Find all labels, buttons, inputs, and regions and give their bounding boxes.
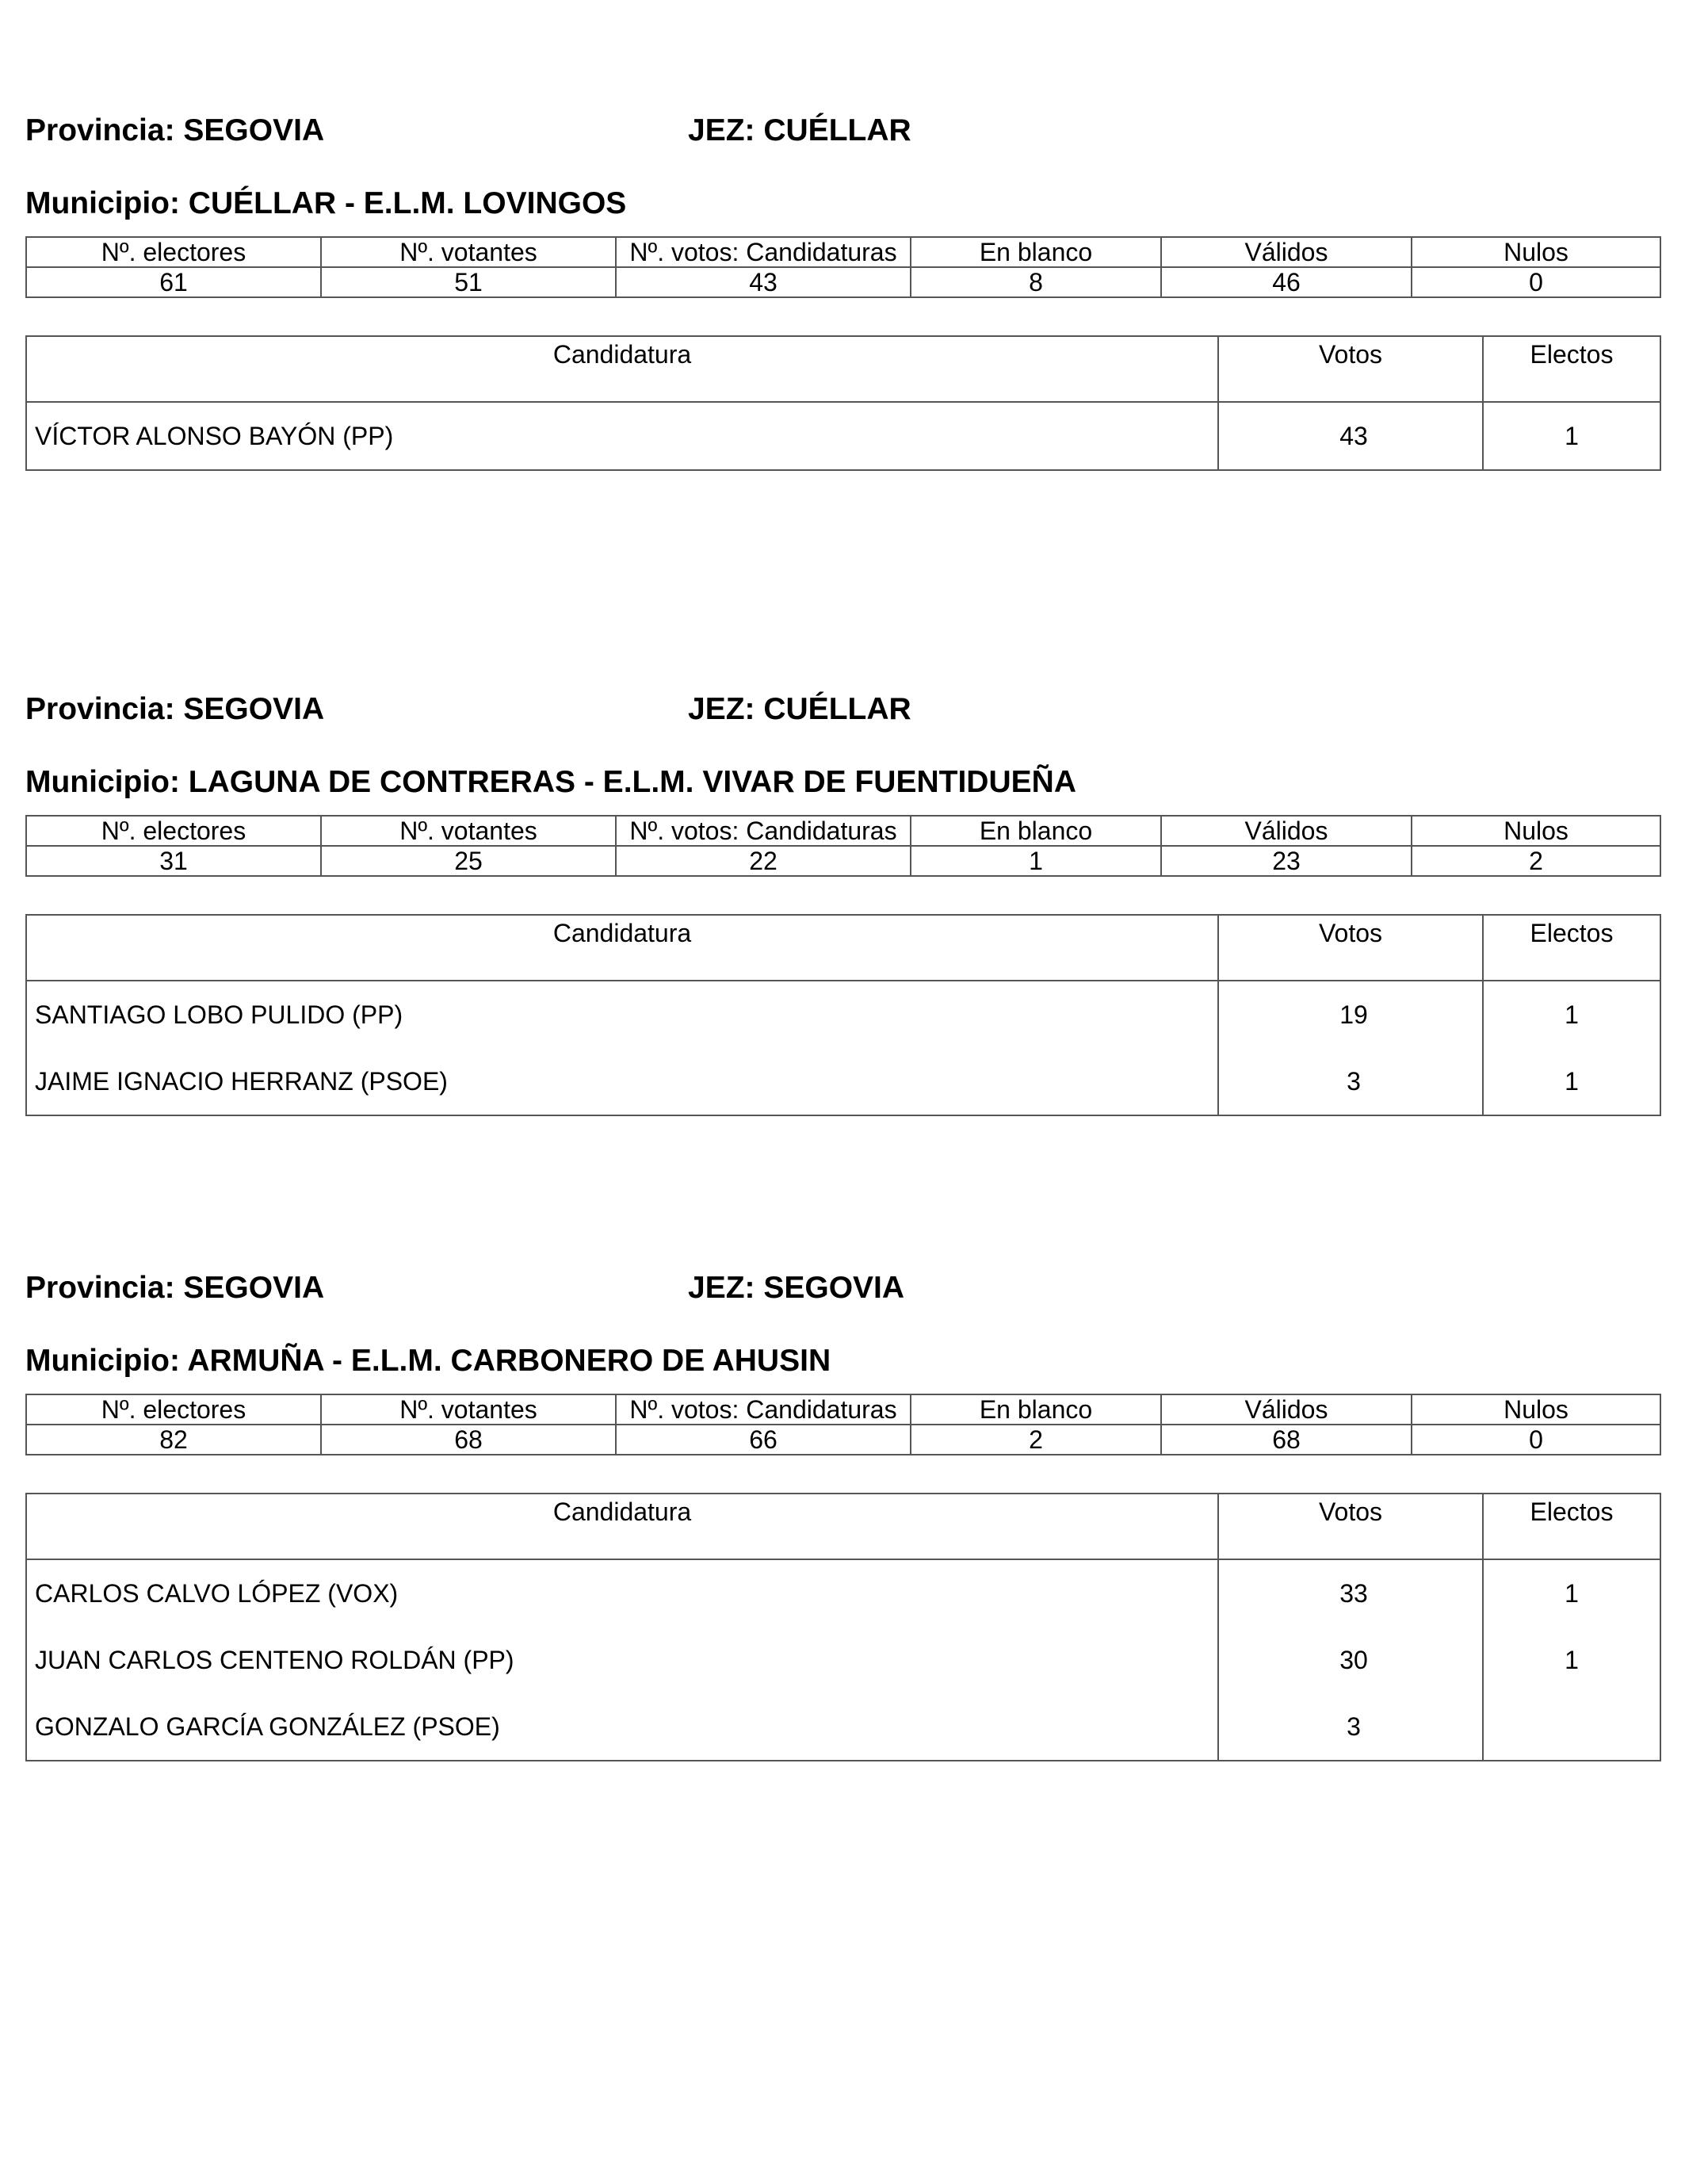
header-candidatura: Candidatura bbox=[26, 915, 1218, 981]
candidate-name: JAIME IGNACIO HERRANZ (PSOE) bbox=[26, 1048, 1218, 1115]
stats-header-votos-candidaturas: Nº. votos: Candidaturas bbox=[616, 237, 911, 267]
stats-header-nulos: Nulos bbox=[1412, 816, 1660, 846]
stats-value-votantes: 25 bbox=[321, 846, 616, 876]
stats-value-nulos: 0 bbox=[1412, 1425, 1660, 1455]
stats-header-en-blanco: En blanco bbox=[911, 237, 1161, 267]
stats-table bbox=[25, 1394, 1661, 1455]
stats-value-votantes: 68 bbox=[321, 1425, 616, 1455]
stats-value-validos: 68 bbox=[1161, 1425, 1412, 1455]
candidate-name: CARLOS CALVO LÓPEZ (VOX) bbox=[26, 1559, 1218, 1627]
stats-header-en-blanco: En blanco bbox=[911, 1394, 1161, 1425]
stats-header-row bbox=[26, 816, 1660, 846]
stats-value-electores: 31 bbox=[26, 846, 321, 876]
candidate-votos-value: 3 bbox=[1347, 1066, 1361, 1096]
stats-value-votantes: 51 bbox=[321, 267, 616, 297]
candidate-row bbox=[26, 1048, 1660, 1115]
candidate-name: VÍCTOR ALONSO BAYÓN (PP) bbox=[26, 402, 1218, 470]
candidates-table bbox=[25, 914, 1661, 1116]
candidates-header-row bbox=[26, 1494, 1660, 1559]
provincia-label: Provincia: SEGOVIA bbox=[25, 1271, 325, 1305]
provincia-label: Provincia: SEGOVIA bbox=[25, 113, 325, 147]
stats-header-electores: Nº. electores bbox=[26, 1394, 321, 1425]
jez-label: JEZ: SEGOVIA bbox=[688, 1271, 905, 1305]
candidate-row bbox=[26, 1627, 1660, 1693]
result-section bbox=[25, 692, 1660, 1116]
municipio-label: Municipio: LAGUNA DE CONTRERAS - E.L.M. VIVAR DE FUENTIDUEÑA bbox=[25, 765, 1076, 799]
stats-value-votos-candidaturas: 66 bbox=[616, 1425, 911, 1455]
candidate-votos bbox=[1218, 402, 1483, 470]
candidates-table bbox=[25, 1493, 1661, 1761]
candidates-header-row bbox=[26, 336, 1660, 402]
candidate-electos bbox=[1483, 1693, 1660, 1761]
header-electos: Electos bbox=[1483, 1494, 1660, 1559]
candidate-votos-value: 19 bbox=[1339, 1000, 1368, 1029]
stats-header-votos-candidaturas: Nº. votos: Candidaturas bbox=[616, 816, 911, 846]
stats-header-votantes: Nº. votantes bbox=[321, 1394, 616, 1425]
candidate-votos-value: 3 bbox=[1347, 1712, 1361, 1741]
jez-label: JEZ: CUÉLLAR bbox=[688, 692, 911, 726]
candidate-votos bbox=[1218, 1559, 1483, 1627]
header-votos: Votos bbox=[1218, 915, 1483, 981]
municipio-label: Municipio: CUÉLLAR - E.L.M. LOVINGOS bbox=[25, 186, 627, 220]
stats-value-en-blanco: 2 bbox=[911, 1425, 1161, 1455]
result-section bbox=[25, 113, 1660, 471]
header-votos: Votos bbox=[1218, 1494, 1483, 1559]
stats-table bbox=[25, 815, 1661, 877]
candidate-name: SANTIAGO LOBO PULIDO (PP) bbox=[26, 981, 1218, 1048]
header-electos: Electos bbox=[1483, 336, 1660, 402]
stats-header-votantes: Nº. votantes bbox=[321, 237, 616, 267]
header-candidatura: Candidatura bbox=[26, 336, 1218, 402]
stats-value-nulos: 2 bbox=[1412, 846, 1660, 876]
candidate-row bbox=[26, 1693, 1660, 1761]
candidate-votos bbox=[1218, 981, 1483, 1048]
provincia-line bbox=[25, 1271, 1660, 1310]
stats-header-validos: Válidos bbox=[1161, 237, 1412, 267]
candidate-votos-value: 43 bbox=[1339, 421, 1368, 450]
stats-header-row bbox=[26, 1394, 1660, 1425]
provincia-line bbox=[25, 113, 1660, 153]
stats-value-votos-candidaturas: 43 bbox=[616, 267, 911, 297]
stats-header-electores: Nº. electores bbox=[26, 237, 321, 267]
stats-header-nulos: Nulos bbox=[1412, 237, 1660, 267]
candidate-electos: 1 bbox=[1483, 1627, 1660, 1693]
jez-label: JEZ: CUÉLLAR bbox=[688, 113, 911, 147]
stats-value-row bbox=[26, 1425, 1660, 1455]
stats-header-row bbox=[26, 237, 1660, 267]
stats-value-en-blanco: 8 bbox=[911, 267, 1161, 297]
candidate-name: GONZALO GARCÍA GONZÁLEZ (PSOE) bbox=[26, 1693, 1218, 1761]
candidate-votos bbox=[1218, 1048, 1483, 1115]
stats-header-en-blanco: En blanco bbox=[911, 816, 1161, 846]
header-votos: Votos bbox=[1218, 336, 1483, 402]
result-section bbox=[25, 1271, 1660, 1761]
candidate-votos-value: 30 bbox=[1339, 1645, 1368, 1674]
stats-value-row bbox=[26, 846, 1660, 876]
candidate-electos: 1 bbox=[1483, 1559, 1660, 1627]
candidate-row bbox=[26, 402, 1660, 470]
candidates-header-row bbox=[26, 915, 1660, 981]
candidate-votos-value: 33 bbox=[1339, 1578, 1368, 1608]
candidate-row bbox=[26, 981, 1660, 1048]
candidate-votos bbox=[1218, 1693, 1483, 1761]
provincia-line bbox=[25, 692, 1660, 732]
stats-header-validos: Válidos bbox=[1161, 1394, 1412, 1425]
stats-value-validos: 46 bbox=[1161, 267, 1412, 297]
stats-table bbox=[25, 236, 1661, 298]
stats-header-validos: Válidos bbox=[1161, 816, 1412, 846]
provincia-label: Provincia: SEGOVIA bbox=[25, 692, 325, 726]
stats-value-nulos: 0 bbox=[1412, 267, 1660, 297]
stats-value-row bbox=[26, 267, 1660, 297]
header-electos: Electos bbox=[1483, 915, 1660, 981]
stats-value-electores: 61 bbox=[26, 267, 321, 297]
candidate-electos: 1 bbox=[1483, 1048, 1660, 1115]
stats-value-votos-candidaturas: 22 bbox=[616, 846, 911, 876]
stats-value-validos: 23 bbox=[1161, 846, 1412, 876]
stats-value-en-blanco: 1 bbox=[911, 846, 1161, 876]
candidate-votos bbox=[1218, 1627, 1483, 1693]
header-candidatura: Candidatura bbox=[26, 1494, 1218, 1559]
candidate-name: JUAN CARLOS CENTENO ROLDÁN (PP) bbox=[26, 1627, 1218, 1693]
stats-header-votos-candidaturas: Nº. votos: Candidaturas bbox=[616, 1394, 911, 1425]
stats-header-nulos: Nulos bbox=[1412, 1394, 1660, 1425]
stats-header-electores: Nº. electores bbox=[26, 816, 321, 846]
candidate-electos: 1 bbox=[1483, 402, 1660, 470]
candidate-row bbox=[26, 1559, 1660, 1627]
stats-header-votantes: Nº. votantes bbox=[321, 816, 616, 846]
candidate-electos: 1 bbox=[1483, 981, 1660, 1048]
municipio-label: Municipio: ARMUÑA - E.L.M. CARBONERO DE AHUSIN bbox=[25, 1344, 831, 1378]
candidates-table bbox=[25, 335, 1661, 471]
stats-value-electores: 82 bbox=[26, 1425, 321, 1455]
